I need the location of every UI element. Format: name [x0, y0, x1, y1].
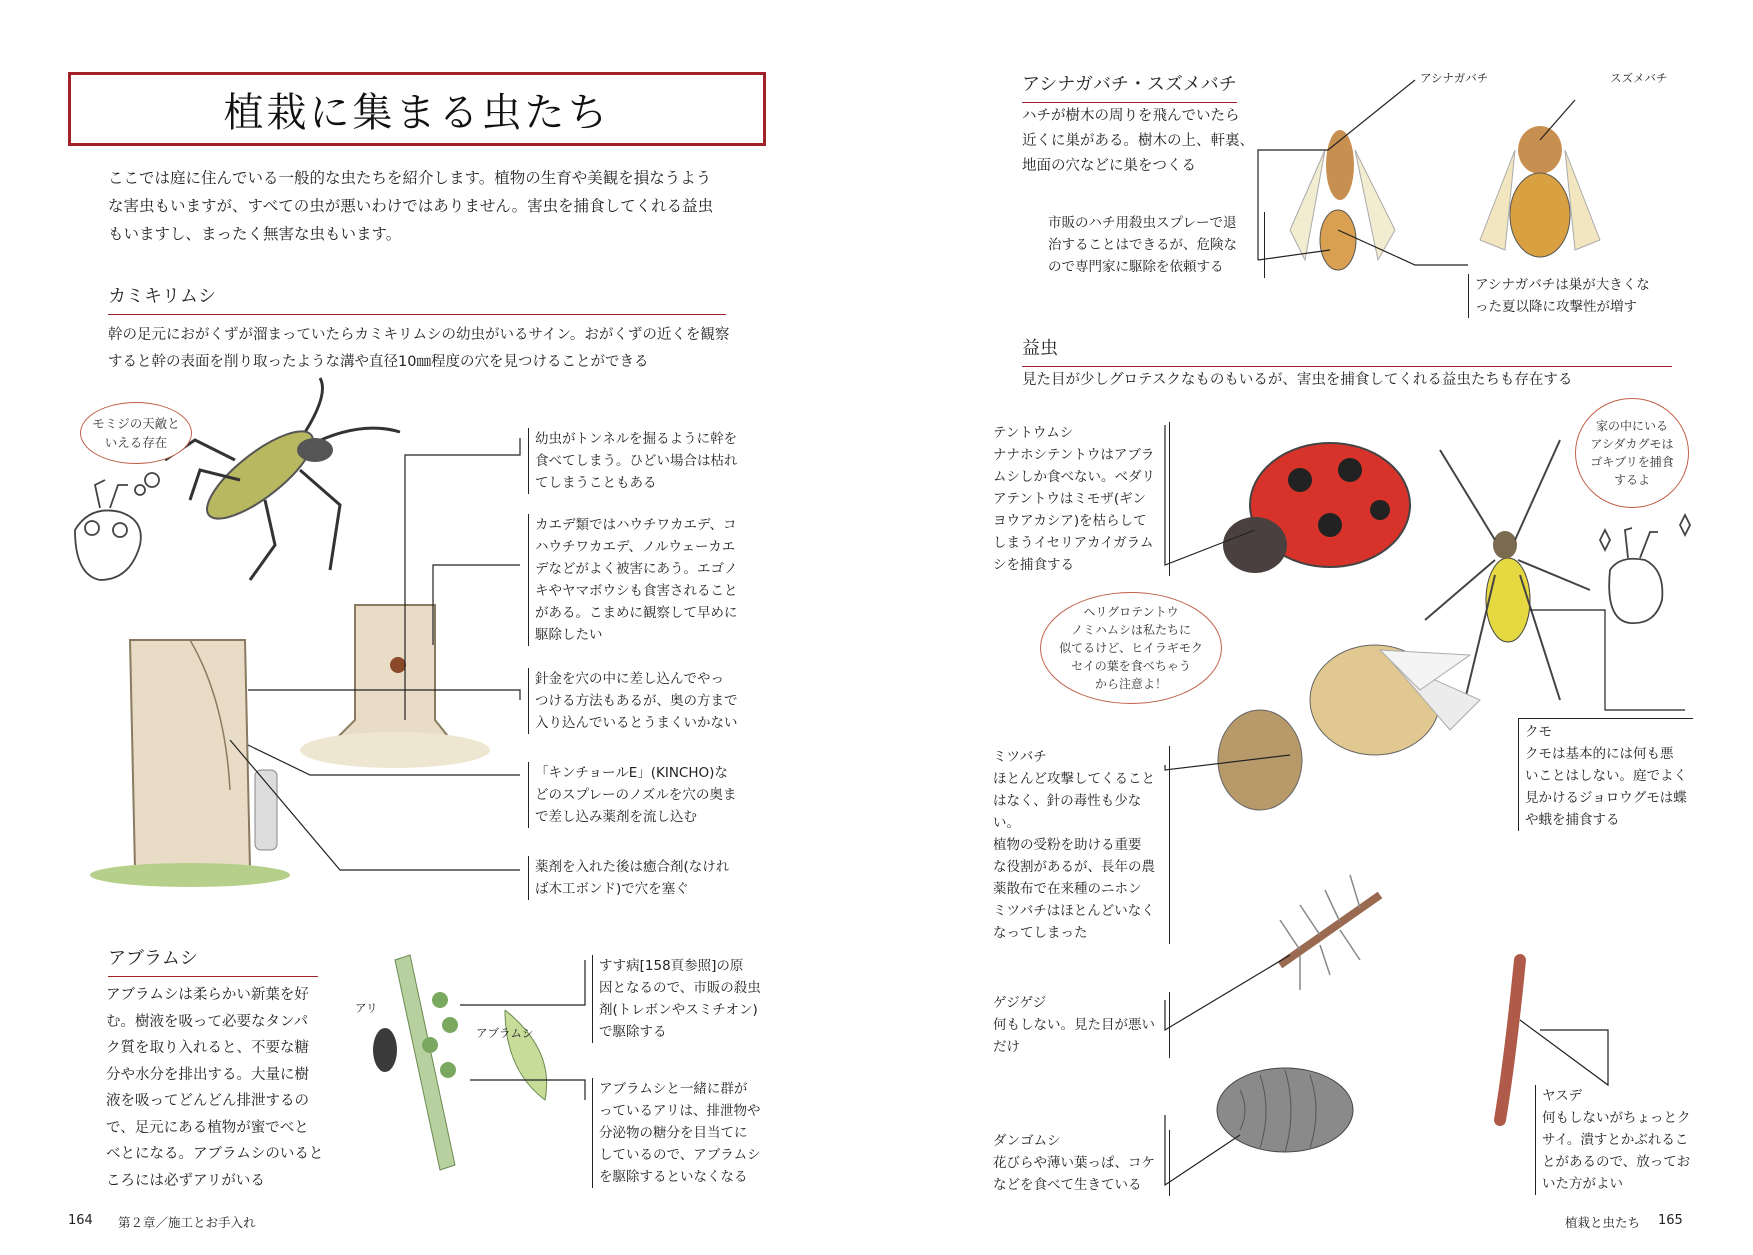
gejigeji-note: ゲジゲジ 何もしない。見た目が悪い だけ: [993, 992, 1170, 1058]
section-heading-kamikiri: カミキリムシ: [108, 282, 726, 315]
kamikiri-description: 幹の足元におがくずが溜まっていたらカミキリムシの幼虫がいるサイン。おがくずの近くを観察 すると幹の表面を削り取ったような溝や直径10㎜程度の穴を見つけることができる: [108, 327, 730, 370]
hachi-note-summer: アシナガバチは巣が大きくな った夏以降に攻撃性が増す: [1468, 274, 1685, 318]
aburamushi-description: アブラムシは柔らかい新葉を好 む。樹液を吸って必要なタンパ ク質を取り入れると、不要な糖 分や水分を排出する。大量に樹 液を吸ってどんどん排泄するの で、足元にある植物が蜜でべと べとになる。アブラムシのいると ころには必ずアリがいる: [106, 987, 324, 1189]
label-ari: アリ: [355, 1001, 378, 1015]
mitsubachi-note: ミツバチ ほとんど攻撃してくること はなく、針の毒性も少ない。 植物の受粉を助ける重要 な役割があるが、長年の農 薬散布で在来種のニホン ミツバチはほとんどいなく なってしまった: [993, 746, 1170, 944]
kumo-note: クモ クモは基本的には何も悪 いことはしない。庭でよく 見かけるジョロウグモは蝶 や蛾を捕食する: [1518, 718, 1693, 831]
ladybug-illustration: [1223, 443, 1410, 573]
kamikiri-note-3: 針金を穴の中に差し込んでやっ つける方法もあるが、奥の方まで 入り込んでいるとうまくいかない: [528, 668, 765, 734]
wasp-illustrations: [1290, 126, 1600, 270]
label-ashinagabachi: アシナガバチ: [1420, 71, 1489, 85]
dangomushi-note: ダンゴムシ 花びらや薄い葉っぱ、コケ などを食べて生きている: [993, 1130, 1170, 1196]
section-heading-ekichu: 益虫: [1022, 334, 1672, 367]
page-number-right: 165: [1658, 1213, 1683, 1228]
kamikiri-note-2: カエデ類ではハウチワカエデ、コ ハウチワカエデ、ノルウェーカエ デなどがよく被害にあう。エゴノ キやヤマボウシも食害されること がある。こまめに観察して早めに 駆除したい: [528, 514, 765, 646]
yasude-note: ヤスデ 何もしないがちょっとク サイ。潰すとかぶれるこ とがあるので、放ってお いた方がよい: [1535, 1085, 1692, 1195]
speech-bubble-momiji: モミジの天敵と いえる存在: [80, 402, 192, 464]
bug-mascot-right: [1600, 515, 1690, 623]
kamikiri-note-5: 薬剤を入れた後は癒合剤(なけれ ば木工ボンド)で穴を塞ぐ: [528, 856, 765, 900]
page-number-left: 164: [68, 1213, 93, 1228]
tentomushi-note: テントウムシ ナナホシテントウはアブラ ムシしか食べない。ベダリ アテントウはミモザ(ギン ヨウアカシア)を枯らして しまうイセリアカイガラム シを捕食する: [993, 422, 1170, 576]
longhorn-beetle-illustration: [165, 378, 400, 580]
label-aburamushi: アブラムシ: [476, 1026, 534, 1040]
pillbug-illustration: [1217, 1068, 1353, 1152]
hachi-description: ハチが樹木の周りを飛んでいたら 近くに巣がある。樹木の上、軒裏、 地面の穴などに巣をつくる: [1022, 108, 1254, 174]
aburamushi-note-2: アブラムシと一緒に群が っているアリは、排泄物や 分泌物の糖分を目当てに しているので、アブラムシ を駆除するといなくなる: [592, 1078, 779, 1188]
running-title-right: 植栽と虫たち: [1565, 1215, 1641, 1230]
kamikiri-note-4: 「キンチョールE」(KINCHO)な どのスプレーのノズルを穴の奥ま で差し込み薬剤を流し込む: [528, 762, 765, 828]
millipede-illustration: [1500, 960, 1520, 1120]
kamikiri-note-1: 幼虫がトンネルを掘るように幹を 食べてしまう。ひどい場合は枯れ てしまうこともある: [528, 428, 765, 494]
aburamushi-note-1: すす病[158頁参照]の原 因となるので、市販の殺虫 剤(トレボンやスミチオン) で駆除する: [592, 955, 779, 1043]
label-suzumebachi: スズメバチ: [1610, 71, 1668, 85]
hachi-note-spray: 市販のハチ用殺虫スプレーで退 治することはできるが、危険な ので専門家に駆除を依頼する: [1048, 212, 1265, 278]
honeybee-illustration: [1218, 645, 1480, 810]
title-box: [68, 72, 766, 146]
house-centipede-illustration: [1280, 875, 1380, 990]
section-heading-aburamushi: アブラムシ: [108, 944, 318, 977]
intro-text: ここでは庭に住んでいる一般的な虫たちを紹介します。植物の生育や美観を損なうよう な害虫もいますが、すべての虫が悪いわけではありません。害虫を捕食してくれる益虫 もいますし、まったく無害な虫もいます。: [108, 169, 714, 243]
tree-trunk-illustrations: [90, 605, 490, 887]
ekichu-description: 見た目が少しグロテスクなものもいるが、害虫を捕食してくれる益虫たちも存在する: [1022, 372, 1573, 388]
bug-mascot-left: [75, 473, 159, 580]
aphid-stem-illustration: [373, 955, 547, 1170]
page-title: 植栽に集まる虫たち: [223, 89, 611, 136]
speech-bubble-tentou: ヘリグロテントウ ノミハムシは私たちに 似てるけど、ヒイラギモク セイの葉を食べちゃう から注意よ！: [1040, 592, 1222, 704]
section-heading-hachi: アシナガバチ・スズメバチ: [1022, 70, 1237, 103]
chapter-footer: 第２章／施工とお手入れ: [118, 1215, 256, 1230]
speech-bubble-spider: 家の中にいる アシダカグモは ゴキブリを捕食 するよ: [1575, 398, 1689, 508]
